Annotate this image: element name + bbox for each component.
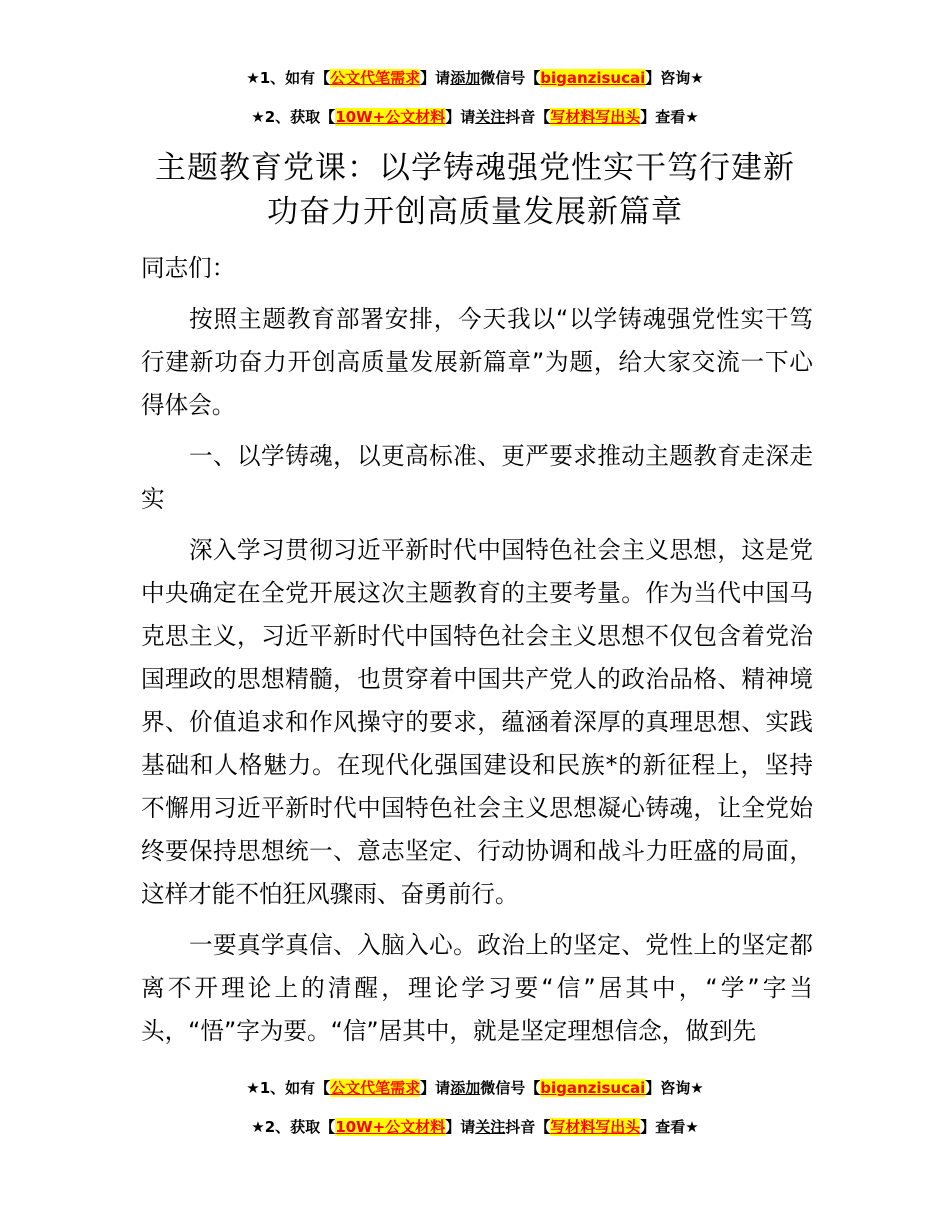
banner-text: 】请 bbox=[420, 69, 451, 87]
document-body bbox=[141, 247, 813, 1061]
banner-text: 抖音【 bbox=[505, 1118, 551, 1136]
document-title-line-1: 主题教育党课：以学铸魂强党性实干笃行建新 bbox=[155, 150, 795, 186]
banner-douyin-id: 写材料写出头 bbox=[550, 1118, 641, 1136]
banner-prefix: ★2、获取【 bbox=[251, 1118, 336, 1136]
banner-suffix: 】查看★ bbox=[640, 1118, 699, 1136]
banner-douyin-id: 写材料写出头 bbox=[550, 108, 641, 126]
paragraph-point-1: 一要真学真信、入脑入心。政治上的坚定、党性上的坚定都离不开理论上的清醒，理论学习要“信”居其中，“学”字当头，“悟”字为要。“信”居其中，就是坚定理想信念，做到先 bbox=[141, 931, 813, 1045]
banner-emphasis: 添加 bbox=[450, 69, 481, 87]
banner-wechat-id: biganzisucai bbox=[540, 69, 646, 87]
banner-wechat-id: biganzisucai bbox=[540, 1079, 646, 1097]
banner-text: 】请 bbox=[420, 1079, 451, 1097]
banner-text: 抖音【 bbox=[505, 108, 551, 126]
banner-highlight: 公文代笔需求 bbox=[330, 69, 421, 87]
section-heading-1: 一、以学铸魂，以更高标准、更严要求推动主题教育走深走实 bbox=[141, 442, 813, 513]
document-title-line-2: 功奋力开创高质量发展新篇章 bbox=[267, 194, 683, 230]
banner-emphasis: 关注 bbox=[475, 1118, 506, 1136]
banner-text: 微信号【 bbox=[480, 1079, 541, 1097]
banner-text: 微信号【 bbox=[480, 69, 541, 87]
banner-highlight: 10W+公文材料 bbox=[335, 108, 446, 126]
banner-text: 】请 bbox=[445, 108, 476, 126]
banner-suffix: 】查看★ bbox=[640, 108, 699, 126]
banner-text: 】请 bbox=[445, 1118, 476, 1136]
banner-highlight: 10W+公文材料 bbox=[335, 1118, 446, 1136]
paragraph-body: 深入学习贯彻习近平新时代中国特色社会主义思想，这是党中央确定在全党开展这次主题教育的主要考量。作为当代中国马克思主义，习近平新时代中国特色社会主义思想不仅包含着党治国理政的思想精髓，也贯穿着中国共产党人的政治品格、精神境界、价值追求和作风操守的要求，蕴涵着深厚的真理思想、实践基础和人格魅力。在现代化强国建设和民族*的新征程上，坚持不懈用习近平新时代中国特色社会主义思想凝心铸魂，让全党始终要保持思想统一、意志坚定、行动协调和战斗力旺盛的局面，这样才能不怕狂风骤雨、奋勇前行。 bbox=[141, 536, 813, 908]
banner-prefix: ★1、如有【 bbox=[246, 1079, 331, 1097]
banner-highlight: 公文代笔需求 bbox=[330, 1079, 421, 1097]
paragraph-intro: 按照主题教育部署安排，今天我以“以学铸魂强党性实干笃行建新功奋力开创高质量发展新篇章”为题，给大家交流一下心得体会。 bbox=[141, 305, 813, 419]
bottom-banner-line-2 bbox=[0, 1115, 950, 1139]
banner-emphasis: 关注 bbox=[475, 108, 506, 126]
banner-suffix: 】咨询★ bbox=[645, 1079, 704, 1097]
banner-prefix: ★1、如有【 bbox=[246, 69, 331, 87]
banner-suffix: 】咨询★ bbox=[645, 69, 704, 87]
greeting: 同志们： bbox=[141, 254, 236, 282]
banner-emphasis: 添加 bbox=[450, 1079, 481, 1097]
top-banner-line-1 bbox=[0, 66, 950, 90]
bottom-banner-line-1 bbox=[0, 1076, 950, 1100]
top-banner-line-2 bbox=[0, 105, 950, 129]
banner-prefix: ★2、获取【 bbox=[251, 108, 336, 126]
